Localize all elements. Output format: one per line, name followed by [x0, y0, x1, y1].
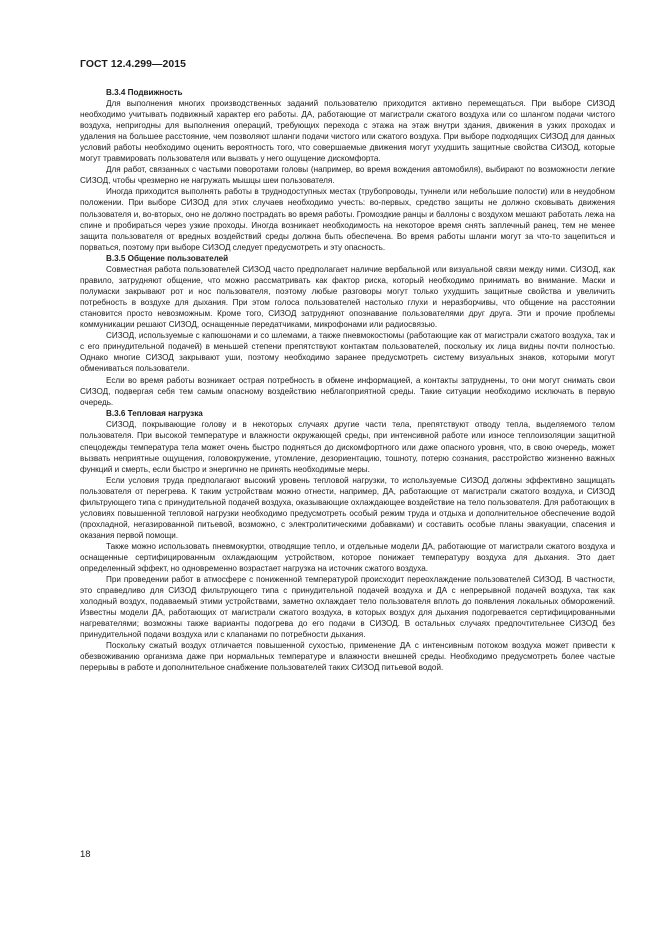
paragraph: СИЗОД, используемые с капюшонами и со шлемами, а также пневмокостюмы (работающие как от магистрали сжатого воздуха, так и с его принудительной подачей) в меньшей степени препятствуют контактам пользователей, поскольку их лица видны почти полностью. Однако многие СИЗОД закрывают уши, поэтому необходимо заранее предусмотреть систему визуальных знаков, которыми могут обмениваться пользователи. — [80, 331, 615, 374]
section-heading: В.3.5 Общение пользователей — [106, 253, 229, 263]
paragraph: Также можно использовать пневмокуртки, отводящие тепло, и отдельные модели ДА, работающие от магистрали сжатого воздуха и оснащенные сертифицированным охлаждающим устройством, которое понижает температуру воздуха для дыхания. Это дает определенный эффект, но одновременно возрастает нагрузка на источник сжатого воздуха. — [80, 541, 615, 574]
page-number: 18 — [80, 849, 91, 860]
paragraph: Поскольку сжатый воздух отличается повышенной сухостью, применение ДА с интенсивным потоком воздуха может привести к обезвоживанию организма даже при нормальных температуре и влажности внешней среды. Необходимо предусмотреть более частые перерывы в работе и дополнительное снабжение пользователей таких СИЗОД питьевой водой. — [80, 641, 615, 673]
document-header: ГОСТ 12.4.299—2015 — [80, 59, 187, 70]
paragraph: Если во время работы возникает острая потребность в обмене информацией, а контакты затруднены, то они могут снимать свои СИЗОД, подвергая себя тем самым опасному воздействию неблагоприятной среды. Такие ситуации необходимо исключать в первую очередь. — [80, 376, 615, 408]
paragraph: Совместная работа пользователей СИЗОД часто предполагает наличие вербальной или визуальной связи между ними. СИЗОД, как правило, затрудняют общение, что можно рассматривать как фактор риска, который необходимо принимать во внимание. Маски и полумаски закрывают рот и нос пользователя, поэтому любые разговоры могут только ухудшить защитные свойства и увеличить потребность в воздухе для дыхания. При этом голоса пользователей настолько глухи и неразборчивы, что общение на расстоянии становится просто невозможным. Кроме того, СИЗОД затрудняют опознавание пользователями друг друга. Эти и прочие проблемы коммуникации решают СИЗОД, оснащенные передатчиками, микрофонами или радиосвязью. — [80, 264, 615, 329]
paragraph: СИЗОД, покрывающие голову и в некоторых случаях другие части тела, препятствуют отводу тепла, выделяемого телом пользователя. При высокой температуре и влажности окружающей среды, при интенсивной работе или износе теплоизоляции защитной спецодежды температура тела может очень быстро подняться до дискомфортного или даже опасного уровня, что, в свою очередь, может вызвать неприятные ощущения, головокружение, утомление, дезориентацию, тошноту, потерю сознания, расстройство жизненно важных функций и смерть, если быстро и энергично не принять необходимые меры. — [80, 420, 615, 474]
paragraph: Иногда приходится выполнять работы в труднодоступных местах (трубопроводы, туннели или небольшие полости) или в неудобном положении. При выборе СИЗОД для этих случаев необходимо учесть: во-первых, средство защиты не должно сковывать движения пользователя и, во-вторых, оно не должно пострадать во время работы. Громоздкие ранцы и баллоны с воздухом мешают работать лежа на спине и пробираться через узкие проходы. Иногда возникает необходимость на некоторое время снять заплечный ранец, тем не менее защита пользователя от вредных воздействий среды должна быть обеспечена. Во время работы шланги могут за что-то зацепиться и порваться, поэтому при выборе СИЗОД следует предусмотреть и эту опасность. — [80, 187, 615, 252]
paragraph: При проведении работ в атмосфере с пониженной температурой происходит переохлаждение пользователей СИЗОД. В частности, это справедливо для СИЗОД фильтрующего типа с принудительной подачей воздуха и ДА с непрерывной подачей воздуха, так как холодный воздух, подаваемый этими устройствами, заметно охлаждает тело пользователя вплоть до появления локальных обморожений. Известны модели ДА, работающих от магистрали сжатого воздуха, в которых воздух для дыхания подогревается сертифицированными нагревателями; возможны также варианты подогрева до его подачи в СИЗОД. В остальных случаях предпочтительнее СИЗОД без принудительной подачи воздуха или с клапанами по потребности дыхания. — [80, 575, 615, 640]
document-body — [80, 87, 615, 673]
paragraph: Для выполнения многих производственных заданий пользователю приходится активно перемещаться. При выборе СИЗОД необходимо учитывать подвижный характер его работы. ДА, работающие от магистрали сжатого воздуха или со шлангом подачи чистого воздуха, непригодны для выполнения операций, требующих перехода с этажа на этаж внутри здания, движения в узких проходах и удаления на большее расстояние, чем позволяют шланги подачи чистого или сжатого воздуха. При выборе подходящих СИЗОД для данных условий работы необходимо оценить вероятность того, что совершаемые движения могут ухудшить защитные свойства СИЗОД, которые могут травмировать пользователя или вызвать у него ощущение дискомфорта. — [80, 99, 615, 164]
section-heading: В.3.4 Подвижность — [106, 88, 183, 97]
paragraph: Для работ, связанных с частыми поворотами головы (например, во время вождения автомобиля), выбирают по возможности легкие СИЗОД, чтобы чрезмерно не нагружать мышцы шеи пользователя. — [80, 165, 615, 186]
paragraph: Если условия труда предполагают высокий уровень тепловой нагрузки, то используемые СИЗОД должны эффективно защищать пользователя от перегрева. К таким устройствам можно отнести, например, ДА, работающие от магистрали сжатого воздуха, и СИЗОД фильтрующего типа с принудительной подачей воздуха, оказывающие охлаждающее воздействие на тело пользователя. Для работающих в условиях повышенной тепловой нагрузки необходимо предусмотреть особый режим труда и отдыха и дополнительное обеспечение водой (прохладной, негазированной питьевой, возможно, с электролитическими добавками) и составить особые планы эвакуации, спасения и оказания первой помощи. — [80, 475, 615, 540]
section-heading: В.3.6 Тепловая нагрузка — [106, 409, 203, 419]
